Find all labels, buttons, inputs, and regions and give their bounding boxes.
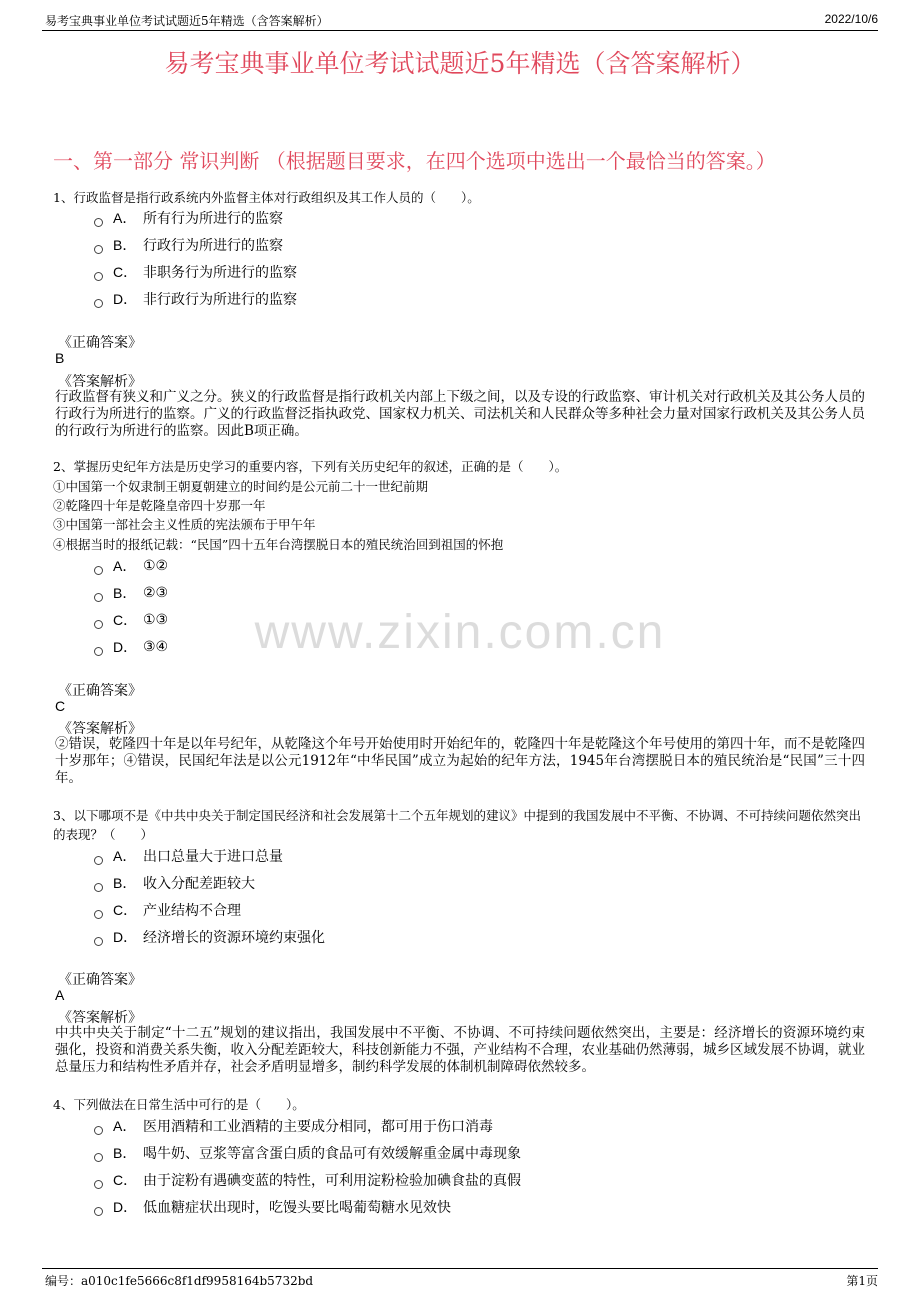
radio-icon[interactable] [94, 1207, 103, 1216]
option-letter: C． [113, 264, 138, 280]
option-b[interactable] [94, 235, 283, 255]
option-b[interactable] [94, 583, 168, 603]
option-d[interactable] [94, 637, 168, 657]
option-text: ③④ [143, 639, 169, 655]
answer-value: A [55, 987, 65, 1003]
stem-line: ③中国第一部社会主义性质的宪法颁布于甲午年 [53, 517, 316, 532]
question-stem: 1、行政监督是指行政系统内外监督主体对行政组织及其工作人员的（ ）。 [53, 190, 480, 205]
option-d[interactable] [94, 927, 325, 947]
option-text: 低血糖症状出现时，吃馒头要比喝葡萄糖水见效快 [143, 1200, 451, 1216]
answer-value: C [55, 698, 66, 714]
answer-label: 《正确答案》 [58, 683, 142, 699]
option-d[interactable] [94, 289, 297, 309]
answer-label: 《正确答案》 [58, 335, 142, 351]
option-letter: D． [113, 639, 138, 655]
option-text: 所有行为所进行的监察 [143, 211, 283, 227]
question-stem: 3、以下哪项不是《中共中央关于制定国民经济和社会发展第十二个五年规划的建议》中提到的我国发展中不平衡、不协调、不可持续问题依然突出的表现？（ ） [53, 808, 861, 842]
option-letter: B． [113, 237, 137, 253]
option-a[interactable] [94, 556, 168, 576]
option-text: 产业结构不合理 [143, 903, 241, 919]
option-c[interactable] [94, 900, 241, 920]
option-b[interactable] [94, 873, 255, 893]
radio-icon[interactable] [94, 1180, 103, 1189]
option-a[interactable] [94, 1116, 493, 1136]
radio-icon[interactable] [94, 1153, 103, 1162]
option-letter: D． [113, 1199, 138, 1215]
option-c[interactable] [94, 610, 168, 630]
option-text: ①③ [143, 612, 169, 628]
radio-icon[interactable] [94, 856, 103, 865]
document-title: 易考宝典事业单位考试试题近5年精选（含答案解析） [164, 49, 756, 78]
radio-icon[interactable] [94, 299, 103, 308]
option-c[interactable] [94, 262, 297, 282]
option-letter: A． [113, 1118, 137, 1134]
radio-icon[interactable] [94, 937, 103, 946]
explanation-text: 行政监督有狭义和广义之分。狭义的行政监督是指行政机关内部上下级之间，以及专设的行政监察、审计机关对行政机关及其公务人员的行政行为所进行的监察。广义的行政监督泛指执政党、国家权力机关、司法机关和人民群众等多种社会力量对国家行政机关及其公务人员的行政行为所进行的监察。因此B项正确。 [55, 389, 865, 439]
explanation-label: 《答案解析》 [58, 721, 142, 737]
explanation-text: 中共中央关于制定“十二五”规划的建议指出，我国发展中不平衡、不协调、不可持续问题依然突出，主要是：经济增长的资源环境约束强化，投资和消费关系失衡，收入分配差距较大，科技创新能力不强，产业结构不合理，农业基础仍然薄弱，城乡区域发展不协调，就业总量压力和结构性矛盾并存，社会矛盾明显增多，制约科学发展的体制机制障碍依然较多。 [55, 1025, 865, 1075]
header-title: 易考宝典事业单位考试试题近5年精选（含答案解析） [45, 14, 329, 28]
question-stem: 4、下列做法在日常生活中可行的是（ ）。 [53, 1097, 305, 1112]
option-text: 喝牛奶、豆浆等富含蛋白质的食品可有效缓解重金属中毒现象 [143, 1146, 521, 1162]
option-letter: A． [113, 210, 137, 226]
question-stem: 2、掌握历史纪年方法是历史学习的重要内容，下列有关历史纪年的叙述，正确的是（ ）。 [53, 459, 568, 474]
radio-icon[interactable] [94, 883, 103, 892]
section-heading: 一、第一部分 常识判断 （根据题目要求，在四个选项中选出一个最恰当的答案。） [53, 149, 776, 173]
explanation-label: 《答案解析》 [58, 1010, 142, 1026]
stem-line: ④根据当时的报纸记载：“民国”四十五年台湾摆脱日本的殖民统治回到祖国的怀抱 [53, 537, 504, 552]
footer-rule [42, 1268, 878, 1269]
radio-icon[interactable] [94, 620, 103, 629]
option-letter: A． [113, 848, 137, 864]
option-letter: A． [113, 558, 137, 574]
option-text: ②③ [143, 585, 169, 601]
option-letter: C． [113, 1172, 138, 1188]
option-text: 行政行为所进行的监察 [143, 238, 283, 254]
radio-icon[interactable] [94, 218, 103, 227]
explanation-text: ②错误，乾隆四十年是以年号纪年，从乾隆这个年号开始使用时开始纪年的，乾隆四十年是乾隆这个年号使用的第四十年，而不是乾隆四十岁那年；④错误，民国纪年法是以公元1912年“中华民国”成立为起始的纪年方法，1945年台湾摆脱日本的殖民统治是“民国”三十四年。 [55, 736, 865, 786]
option-text: 经济增长的资源环境约束强化 [143, 930, 325, 946]
radio-icon[interactable] [94, 272, 103, 281]
option-b[interactable] [94, 1143, 521, 1163]
option-letter: D． [113, 929, 138, 945]
footer-page-number: 第1页 [846, 1274, 878, 1288]
radio-icon[interactable] [94, 910, 103, 919]
footer-code: 编号：a010c1fe5666c8f1df9958164b5732bd [45, 1274, 314, 1288]
option-text: 收入分配差距较大 [143, 876, 255, 892]
stem-line: ②乾隆四十年是乾隆皇帝四十岁那一年 [53, 498, 266, 513]
radio-icon[interactable] [94, 1126, 103, 1135]
option-letter: C． [113, 902, 138, 918]
option-letter: C． [113, 612, 138, 628]
watermark: www.zixin.com.cn [254, 606, 666, 659]
radio-icon[interactable] [94, 245, 103, 254]
option-text: 医用酒精和工业酒精的主要成分相同，都可用于伤口消毒 [143, 1119, 493, 1135]
radio-icon[interactable] [94, 566, 103, 575]
option-c[interactable] [94, 1170, 521, 1190]
radio-icon[interactable] [94, 593, 103, 602]
option-text: ①② [143, 558, 169, 574]
radio-icon[interactable] [94, 647, 103, 656]
stem-line: ①中国第一个奴隶制王朝夏朝建立的时间约是公元前二十一世纪前期 [53, 479, 429, 494]
option-text: 非职务行为所进行的监察 [143, 265, 297, 281]
option-letter: B． [113, 875, 137, 891]
header-rule [42, 30, 878, 31]
option-a[interactable] [94, 208, 283, 228]
option-text: 由于淀粉有遇碘变蓝的特性，可利用淀粉检验加碘食盐的真假 [143, 1173, 521, 1189]
option-letter: B． [113, 585, 137, 601]
option-text: 出口总量大于进口总量 [143, 849, 283, 865]
option-letter: B． [113, 1145, 137, 1161]
option-a[interactable] [94, 846, 283, 866]
header-date: 2022/10/6 [824, 12, 878, 26]
answer-value: B [55, 350, 65, 366]
option-text: 非行政行为所进行的监察 [143, 292, 297, 308]
option-d[interactable] [94, 1197, 451, 1217]
explanation-label: 《答案解析》 [58, 374, 142, 390]
answer-label: 《正确答案》 [58, 972, 142, 988]
option-letter: D． [113, 291, 138, 307]
